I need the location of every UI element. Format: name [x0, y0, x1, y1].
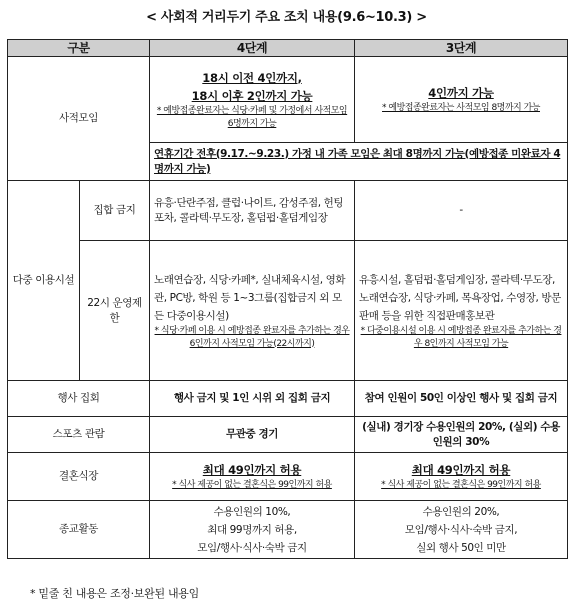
wedding-l4-text: 최대 49인까지 허용 [202, 463, 302, 477]
header-category: 구분 [8, 40, 150, 57]
religion-l4-line2: 최대 99명까지 허용, [207, 523, 297, 536]
facility-ban-level4: 유흥·단란주점, 클럽·나이트, 감성주점, 헌팅포차, 콜라텍·무도장, 홀덤펍·홀덤게임장 [150, 181, 355, 241]
private-row [8, 57, 568, 143]
event-row [8, 381, 568, 417]
religion-l3-line2: 모임/행사·식사·숙박 금지, [404, 523, 518, 536]
private-level3 [355, 57, 568, 143]
wedding-l4-note: * 식사 제공이 없는 결혼식은 99인까지 허용 [172, 480, 332, 490]
footnote: * 밑줄 친 내용은 조정·보완된 내용임 [30, 587, 199, 600]
facility-limit-row [8, 241, 568, 381]
private-level4 [150, 57, 355, 143]
header-level3: 3단계 [355, 40, 568, 57]
private-l4-line2: 18시 이후 2인까지 가능 [191, 88, 313, 103]
wedding-l3-text: 최대 49인까지 허용 [411, 463, 511, 477]
wedding-row [8, 453, 568, 501]
event-level4: 행사 금지 및 1인 시위 외 집회 금지 [150, 381, 355, 417]
sports-row [8, 417, 568, 453]
facility-limit-level3 [355, 241, 568, 381]
header-row [8, 40, 568, 57]
private-label: 사적모임 [8, 57, 150, 181]
event-level3: 참여 인원이 50인 이상인 행사 및 집회 금지 [355, 381, 568, 417]
religion-l3-line3: 실외 행사 50인 미만 [416, 541, 506, 554]
sports-label: 스포츠 관람 [8, 417, 150, 453]
wedding-label: 결혼식장 [8, 453, 150, 501]
facility-limit-l4-note: * 식당·카페 이용 시 예방접종 완료자를 추가하는 경우 6인까지 사적모임 가능(22시까지) [154, 325, 350, 349]
private-l4-note: * 예방접종완료자는 식당·카페 및 가정에서 사적모임 6명까지 가능 [156, 105, 348, 129]
measures-table [7, 39, 568, 559]
wedding-l3-note: * 식사 제공이 없는 결혼식은 99인까지 허용 [381, 480, 541, 490]
religion-label: 종교활동 [8, 501, 150, 559]
facility-ban-row [8, 181, 568, 241]
facility-label: 다중 이용시설 [8, 181, 80, 381]
private-l3-note: * 예방접종완료자는 사적모임 8명까지 가능 [382, 103, 540, 113]
facility-limit-l3-text: 유흥시설, 홀덤펍·홀덤게임장, 콜라텍·무도장, 노래연습장, 식당·카페, 목욕장업, 수영장, 방문판매 등을 위한 직접판매홍보관 [359, 273, 561, 322]
religion-level4 [150, 501, 355, 559]
religion-l4-line1: 수용인원의 10%, [213, 505, 291, 518]
header-level4: 4단계 [150, 40, 355, 57]
event-label: 행사 집회 [8, 381, 150, 417]
religion-row [8, 501, 568, 559]
religion-level3 [355, 501, 568, 559]
private-holiday-note: 연휴기간 전후(9.17.~9.23.) 가정 내 가족 모임은 최대 8명까지 가능(예방접종 미완료자 4명까지 가능) [150, 143, 568, 181]
facility-ban-level3: - [355, 181, 568, 241]
facility-ban-label: 집합 금지 [80, 181, 150, 241]
facility-limit-label: 22시 운영제한 [80, 241, 150, 381]
private-l3-line1: 4인까지 가능 [428, 86, 494, 100]
wedding-level4 [150, 453, 355, 501]
sports-level3: (실내) 경기장 수용인원의 20%, (실외) 수용인원의 30% [355, 417, 568, 453]
document-title: < 사회적 거리두기 주요 조치 내용(9.6~10.3) > [146, 10, 427, 25]
wedding-level3 [355, 453, 568, 501]
facility-limit-l4-text: 노래연습장, 식당·카페*, 실내체육시설, 영화관, PC방, 학원 등 1~3그룹(집합금지 외 모든 다중이용시설) [154, 273, 346, 322]
religion-l4-line3: 모임/행사·식사·숙박 금지 [197, 541, 307, 554]
facility-limit-l3-note: * 다중이용시설 이용 시 예방접종 완료자를 추가하는 경우 8인까지 사적모임 가능 [360, 325, 562, 349]
private-l4-line1: 18시 이전 4인까지, [202, 70, 302, 85]
facility-limit-level4 [150, 241, 355, 381]
sports-level4: 무관중 경기 [150, 417, 355, 453]
religion-l3-line1: 수용인원의 20%, [422, 505, 500, 518]
